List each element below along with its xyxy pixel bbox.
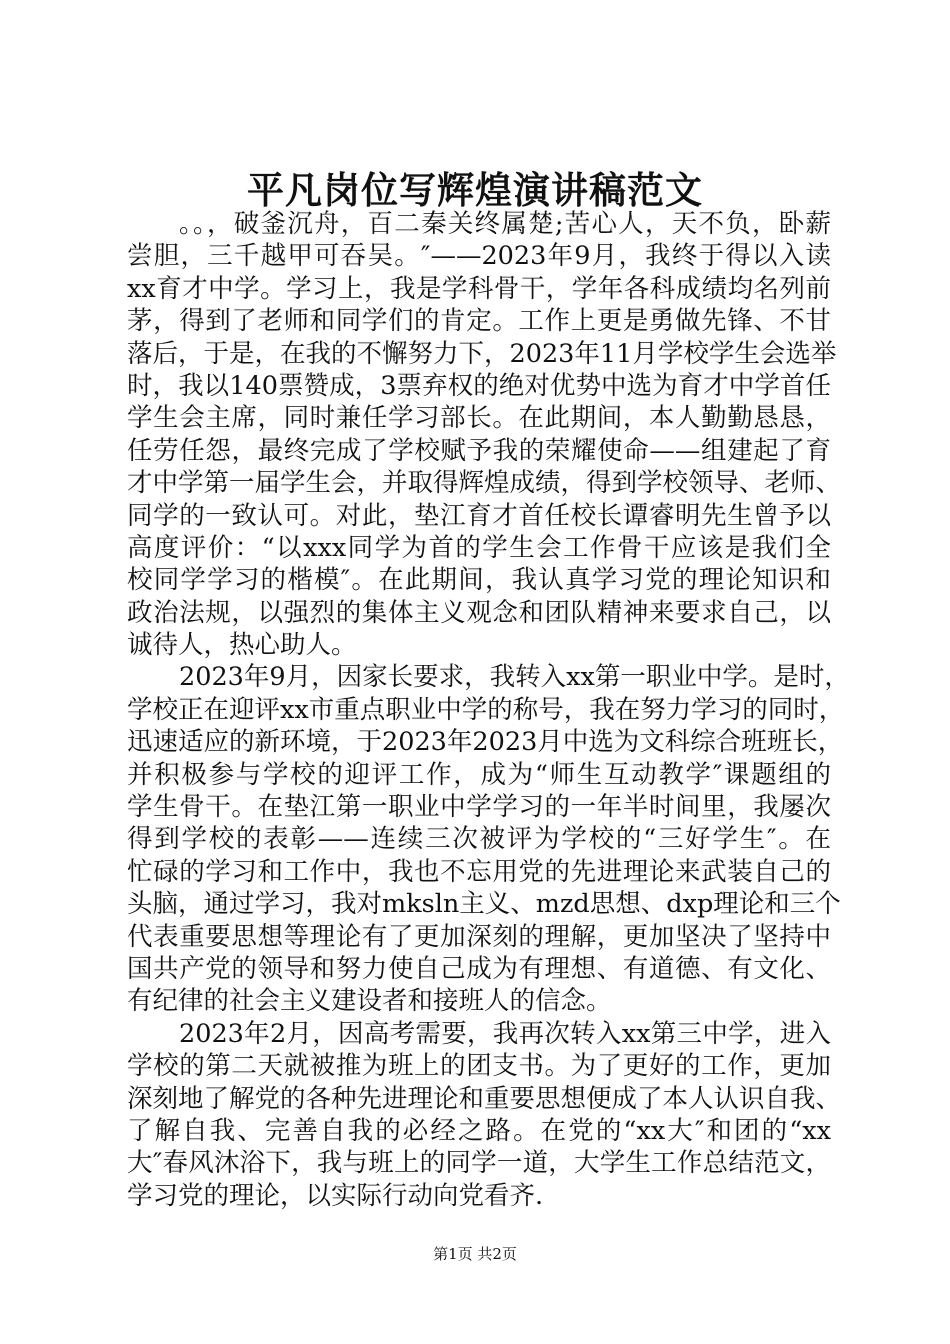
text-line: 高度评价：“以xxx同学为首的学生会工作骨干应该是我们全 xyxy=(127,532,831,563)
text-line: 落后，于是，在我的不懈努力下，2023年11月学校学生会选举 xyxy=(127,338,837,369)
text-line: 尝胆，三千越甲可吞吴。″——2023年9月，我终于得以入读 xyxy=(127,241,831,272)
text-line: 深刻地了解党的各种先进理论和重要思想便成了本人认识自我、 xyxy=(127,1083,842,1114)
text-line: 并积极参与学校的迎评工作，成为“师生互动教学″课题组的 xyxy=(127,759,831,790)
text-line: 代表重要思想等理论有了更加深刻的理解，更加坚决了坚持中 xyxy=(127,921,831,952)
text-line: xx育才中学。学习上，我是学科骨干，学年各科成绩均名列前 xyxy=(127,273,831,304)
text-line: 校同学学习的楷模″。在此期间，我认真学习党的理论知识和 xyxy=(127,565,831,596)
text-line: 2023年2月，因高考需要，我再次转入xx第三中学，进入 xyxy=(179,1018,831,1049)
text-line: 学校正在迎评xx市重点职业中学的称号，我在努力学习的同时， xyxy=(127,694,845,725)
text-line: 国共产党的领导和努力使自己成为有理想、有道德、有文化、 xyxy=(127,953,831,984)
text-line: 得到学校的表彰——连续三次被评为学校的“三好学生″。在 xyxy=(127,824,831,855)
text-line: 学习党的理论，以实际行动向党看齐. xyxy=(127,1180,544,1211)
text-line: 2023年9月，因家长要求，我转入xx第一职业中学。是时， xyxy=(179,662,850,693)
text-line: 时，我以140票赞成，3票弃权的绝对优势中选为育才中学首任 xyxy=(127,370,831,401)
text-line: 有纪律的社会主义建设者和接班人的信念。 xyxy=(127,986,612,1017)
text-line: 头脑，通过学习，我对mksln主义、mzd思想、dxp理论和三个 xyxy=(127,889,841,920)
text-line: 政治法规，以强烈的集体主义观念和团队精神来要求自己，以 xyxy=(127,597,831,628)
text-line: 才中学第一届学生会，并取得辉煌成绩，得到学校领导、老师、 xyxy=(127,468,842,499)
text-line: 诚待人，热心助人。 xyxy=(127,630,357,661)
text-line: 学生骨干。在垫江第一职业中学学习的一年半时间里，我屡次 xyxy=(127,792,831,823)
text-line: 同学的一致认可。对此，垫江育才首任校长谭睿明先生曾予以 xyxy=(127,500,831,531)
text-line: 忙碌的学习和工作中，我也不忘用党的先进理论来武装自己的 xyxy=(127,856,831,887)
paragraph xyxy=(127,208,842,661)
text-line: 迅速适应的新环境，于2023年2023月中选为文科综合班班长， xyxy=(127,727,844,758)
paragraph xyxy=(127,661,850,1017)
document-title: 平凡岗位写辉煌演讲稿范文 xyxy=(247,168,703,212)
text-line: 学生会主席，同时兼任学习部长。在此期间，本人勤勤恳恳， xyxy=(127,403,831,434)
text-line: 茅，得到了老师和同学们的肯定。工作上更是勇做先锋、不甘 xyxy=(127,306,831,337)
paragraph xyxy=(127,1018,842,1212)
page-footer: 第1页 共2页 xyxy=(433,1245,517,1263)
text-line: 了解自我、完善自我的必经之路。在党的“xx大″和团的“xx xyxy=(127,1115,831,1146)
document-body xyxy=(127,208,850,1212)
text-line: 任劳任怨，最终完成了学校赋予我的荣耀使命——组建起了育 xyxy=(127,435,831,466)
text-line: 大″春风沐浴下，我与班上的同学一道，大学生工作总结范文， xyxy=(127,1148,831,1179)
text-line: 学校的第二天就被推为班上的团支书。为了更好的工作，更加 xyxy=(127,1051,831,1082)
text-line: 。。，破釜沉舟，百二秦关终属楚;苦心人，天不负，卧薪 xyxy=(179,209,831,239)
